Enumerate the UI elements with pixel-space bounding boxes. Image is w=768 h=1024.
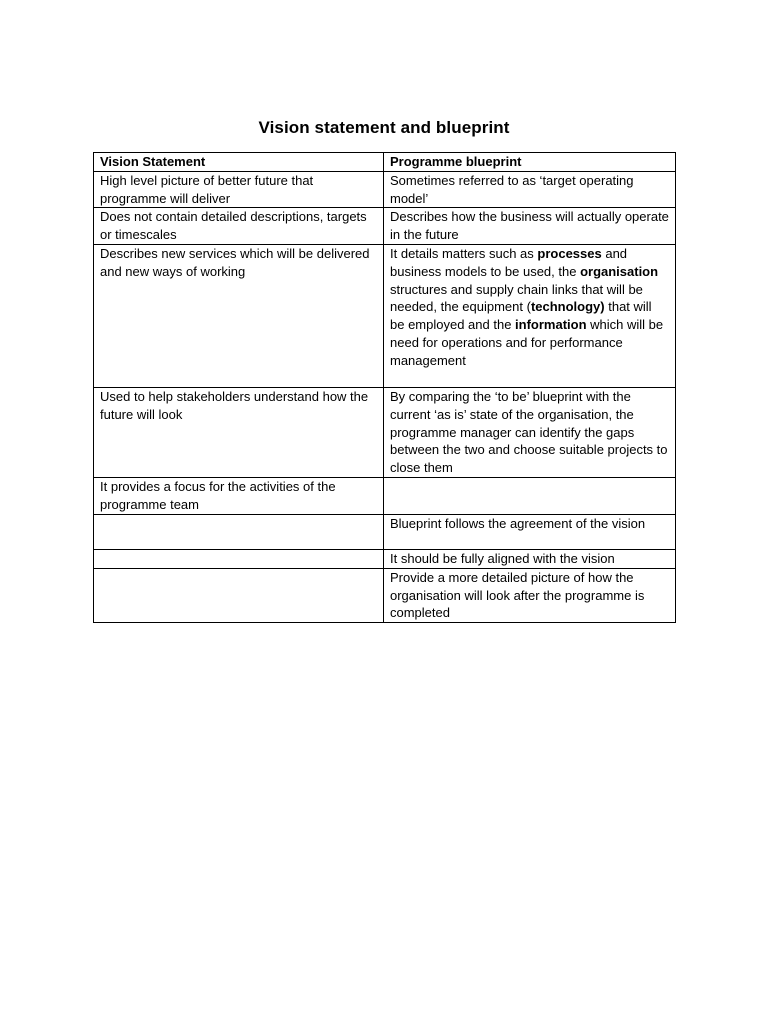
- table-row: [94, 514, 676, 549]
- vision-cell: It provides a focus for the activities of the programme team: [94, 477, 384, 514]
- vision-cell: [94, 549, 384, 568]
- blueprint-cell: By comparing the ‘to be’ blueprint with the current ‘as is’ state of the organisation, the programme manager can identify the gaps between the two and choose suitable projects to close them: [384, 387, 676, 477]
- comparison-table: [93, 152, 676, 623]
- vision-cell: [94, 568, 384, 622]
- table-row: [94, 244, 676, 387]
- vision-cell: Used to help stakeholders understand how the future will look: [94, 387, 384, 477]
- blueprint-cell: [384, 477, 676, 514]
- vision-cell: Does not contain detailed descriptions, targets or timescales: [94, 208, 384, 245]
- header-vision-statement: Vision Statement: [94, 153, 384, 172]
- blueprint-cell: Describes how the business will actually operate in the future: [384, 208, 676, 245]
- blueprint-cell: Provide a more detailed picture of how the organisation will look after the programme is completed: [384, 568, 676, 622]
- table-row: [94, 568, 676, 622]
- vision-cell: High level picture of better future that programme will deliver: [94, 171, 384, 208]
- table-row: [94, 549, 676, 568]
- blueprint-cell: It details matters such as processes and business models to be used, the organisation structures and supply chain links that will be needed, the equipment (technology) that will be employed and the information which will be need for operations and for performance management: [384, 244, 676, 387]
- table-row: [94, 387, 676, 477]
- table-row: [94, 171, 676, 208]
- vision-cell: [94, 514, 384, 549]
- page-title: Vision statement and blueprint: [258, 118, 510, 137]
- blueprint-cell: Sometimes referred to as ‘target operating model’: [384, 171, 676, 208]
- blueprint-cell: Blueprint follows the agreement of the vision: [384, 514, 676, 549]
- table-row: [94, 477, 676, 514]
- blueprint-cell: It should be fully aligned with the vision: [384, 549, 676, 568]
- header-programme-blueprint: Programme blueprint: [384, 153, 676, 172]
- table-header-row: [94, 153, 676, 172]
- table-row: [94, 208, 676, 245]
- vision-cell: Describes new services which will be delivered and new ways of working: [94, 244, 384, 387]
